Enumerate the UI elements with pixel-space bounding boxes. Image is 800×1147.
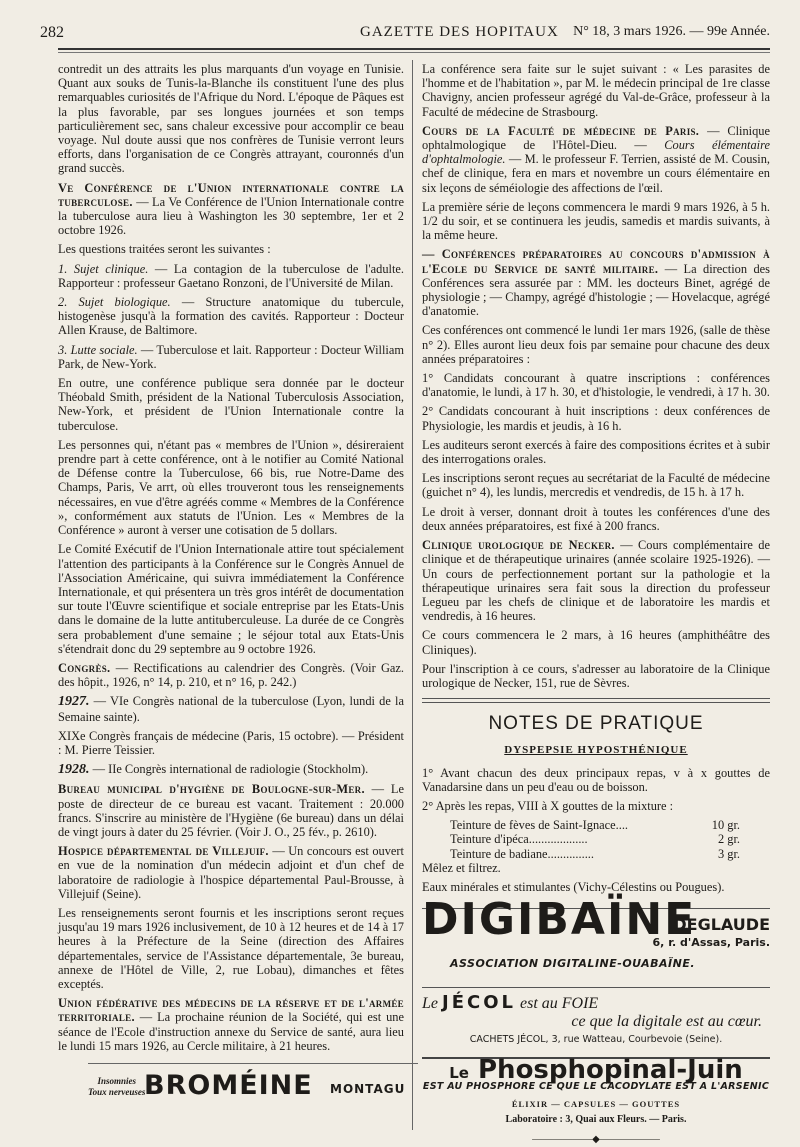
recipe-list [450,818,770,861]
header-rule [58,48,770,50]
question-1 [58,262,404,290]
digibaine-tagline: ASSOCIATION DIGITALINE-OUABAÏNE. [450,957,696,971]
jecol-advertisement [422,987,770,1049]
villejuif-item [58,844,404,901]
question-1-text: — La contagion de la tuberculose de l'adulte. Rapporteur : professeur Gaetano Ronzoni, de l'Université de Milan. [58,261,405,290]
public-conference-paragraph: En outre, une conférence publique sera donnée par le docteur Théobald Smith, président de la National Tuberculosis Association, New-York, et président de l'Union Internationale contre la tuberculose. [58,376,404,433]
jecol-address: CACHETS JÉCOL, 3, rue Watteau, Courbevoie (Seine). [469,1034,723,1046]
recipe-quantity: 3 gr. [717,846,740,861]
digibaine-address: 6, r. d'Assas, Paris. [652,936,770,950]
recipe-quantity: 10 gr. [711,818,740,833]
cours-text: — M. le professeur F. Terrien, assisté de M. Cousin, chef de clinique, fera en mars et novembre un cours élémentaire en six leçons de séméiologie des affections de l'œil. [422,152,770,195]
tb-heading: Ve Conférence de l'Union internationale contre la tuberculose. [58,180,404,209]
phosphopinal-advertisement [422,1057,770,1147]
recipe-row [450,832,740,846]
phosphopinal-forms: ÉLIXIR — CAPSULES — GOUTTES [511,1098,681,1109]
recipe-row [450,818,740,832]
bromeine-advertisement [88,1063,418,1104]
conferences-heading: — Conférences préparatoires au concours d'admission à l'Ecole du Service de santé militaire. [422,247,770,276]
conferences-eight: 2° Candidats concourant à huit inscriptions : deux conférences de Physiologie, les mardis et jeudis, à 16 h. [422,404,770,433]
union-conference-topic: La conférence sera faite sur le sujet suivant : « Les parasites de l'homme et de l'habitation », par M. le médecin principal de 1re classe Chavigny, ancien professeur agrégé du Val-de-Grâce, professeur à la Faculté de médecine de Strasbourg. [422,62,770,119]
ornament-divider: ——————◆—————— [532,1133,660,1145]
conferences-item [422,247,770,318]
dyspepsie-step-1: 1° Avant chacun des deux principaux repas, v à x gouttes de Vanadarsine dans un peu d'eau ou de boisson. [422,765,770,794]
union-heading: Union fédérative des médecins de la réserve et de l'armée territoriale. [58,996,404,1025]
tunisie-paragraph: contredit un des attraits les plus marquants d'un voyage en Tunisie. Quant aux souks de Tunis-la-Blanche ils constituent l'une des plus remarquables curiosités de l'Afrique du Nord. L'époque de Pâques est la plus favorable, par ses longues journées et son temps particulièrement sec, sans chaleur excessive pour accomplir ce beau voyage. Nul doute aussi que nos confrères de Tunisie verront leurs efforts, dans l'organisation de ce Congrès attrayant, couronnés d'un grand succès. [58,62,404,176]
question-2 [58,295,404,338]
digibaine-advertisement [422,894,770,977]
congres-xix: XIXe Congrès français de médecine (Paris, 15 octobre). — Président : M. Pierre Teissier. [58,728,404,757]
necker-heading: Clinique urologique de Necker. [422,538,615,553]
comite-paragraph: Le Comité Exécutif de l'Union Internationale attire tout spécialement l'attention des participants à la Conférence sur le Congrès Annuel de l'Association Américaine, qui suivra immédiatement la Conférence Internationale, et qui présentera un très gros intérêt de documentation sur toute l'Œuvre scientifique et sociale entreprise par les Etats-Unis dans le domaine de la lutte antituberculeuse. La durée de ce Congrès sera probablement d'une semaine ; le séjour total aux Etats-Unis s'étendrait donc du 29 septembre au 9 octobre 1926. [58,542,404,656]
right-column [422,62,770,1147]
bromeine-brand: BROMÉINE [144,1070,313,1101]
recipe-quantity: 2 gr. [717,832,740,847]
left-column [58,62,404,1058]
dyspepsie-step-2: 2° Après les repas, VIII à X gouttes de la mixture : [422,798,674,813]
persons-paragraph: Les personnes qui, n'étant pas « membres de l'Union », désireraient prendre part à cette conférence, ont à le notifier au Comité National de Défense contre la Tuberculose, 66 bis, rue Notre-Dame des Champs, Paris, Ve arrt, où elles trouveront tous les renseignements nécessaires, en vue d'être agréés comme « Membres de la Conférence », conformément aux statuts de l'Union. Les « Membres de la Conférence » auront à verser une cotisation de 5 dollars. [58,437,404,538]
union-item [58,996,404,1053]
year-1928: 1928. [58,762,90,778]
necker-start: Ce cours commencera le 2 mars, à 16 heures (amphithéâtre des Cliniques). [422,628,770,657]
union-text: — La prochaine réunion de la Société, qui est une séance de l'Ecole d'instruction annexe du Service de santé, aura lieu le lundi 15 mars 1926, au Cercle militaire, à 21 heures. [58,1010,404,1053]
cours-clinic: — Clinique ophtalmologique de l'Hôtel-Dieu. — [422,123,771,153]
question-2-label: 2. Sujet biologique. [58,295,171,310]
bromeine-indication-2: Toux nerveuses [88,1087,146,1097]
conferences-inscriptions: Les inscriptions seront reçues au secrétariat de la Faculté de médecine (guichet n° 4), les lundis, mercredis et vendredis, de 15 h. à 17 h. [422,471,770,500]
digibaine-maker: DEGLAUDE [673,915,770,935]
jecol-brand: JÉCOL [442,992,516,1014]
cours-schedule: La première série de leçons commencera le mardi 9 mars 1926, à 5 h. 1/2 du soir, et se continuera les jeudis, samedis et mardis suivants, à la même heure. [422,199,770,243]
question-3-text: — Tuberculose et lait. Rapporteur : Docteur William Park, de New-York. [58,342,404,371]
recipe-ingredient: Teinture de fèves de Saint-Ignace.... [450,818,629,833]
necker-inscription: Pour l'inscription à ce cours, s'adresser au laboratoire de la Clinique urologique de Necker, 151, rue de Sèvres. [422,661,770,690]
question-3-label: 3. Lutte sociale. [58,342,138,357]
tb-questions: Les questions traitées seront les suivantes : [58,242,271,257]
journal-title: GAZETTE DES HOPITAUX [360,24,559,40]
question-3 [58,343,404,371]
digibaine-brand: DIGIBAÏNE [422,894,697,946]
conferences-droit: Le droit à verser, donnant droit à toutes les conférences d'une des deux années préparatoires, est fixé à 200 francs. [422,504,770,533]
phosphopinal-address: Laboratoire : 3, Quai aux Fleurs. — Paris. [505,1113,687,1125]
congres-text: — Rectifications au calendrier des Congrès. (Voir Gaz. des hôpit., 1926, n° 14, p. 210, et n° 16, p. 242.) [58,660,404,690]
recipe-ingredient: Teinture d'ipéca................... [450,832,588,847]
jecol-slogan-2: ce que la digitale est au cœur. [571,1013,762,1031]
cours-title: Cours élémentaire d'ophtalmologie. [422,138,770,167]
phosphopinal-le: Le [449,1064,469,1083]
phosphopinal-brand-line [422,1055,770,1086]
dyspepsie-title: DYSPEPSIE HYPOSTHÉNIQUE [504,744,688,757]
congres-1927-text: — VIe Congrès national de la tuberculose (Lyon, lundi de la Semaine sainte). [58,694,404,724]
congres-1928 [58,762,404,777]
jecol-le: Le [422,995,438,1013]
villejuif-details: Les renseignements seront fournis et les inscriptions seront reçues jusqu'au 19 mars 1926 inclusivement, de 10 à 12 heures et de 14 à 17 heures à la Préfecture de la Seine (direction des Affaires départementales, service de l'Assistance départementale, 3e bureau, annexe de l'Hôtel de Ville, 2, rue Lobau), dimanches et fêtes exceptés. [58,905,404,991]
page-header [40,22,770,48]
cours-heading: Cours de la Faculté de médecine de Paris. [422,123,700,138]
congres-heading: Congrès. [58,660,111,675]
jecol-slogan-1: est au FOIE [519,995,599,1013]
jecol-line-1 [422,994,770,1013]
boulogne-heading: Bureau municipal d'hygiène de Boulogne-sur-Mer. [58,782,365,797]
congres-1928-text: — IIe Congrès international de radiologie (Stockholm). [89,762,369,777]
question-1-label: 1. Sujet clinique. [58,261,149,276]
header-rule-thin [58,52,770,53]
recipe-ingredient: Teinture de badiane............... [450,846,594,861]
section-rule [422,698,770,703]
necker-text: — Cours complémentaire de clinique et de thérapeutique urinaires (année scolaire 1925-1926). — Un cours de perfectionnement portant sur la pathologie et la thérapeutique urinaires sera fait sous la direction du professeur Legueu par les chefs de clinique et de laboratoire les mardis et vendredis, à 16 heures. [422,538,770,624]
cours-faculte-item [422,124,770,195]
recipe-row [450,847,740,861]
conferences-four: 1° Candidats concourant à quatre inscriptions : conférences d'anatomie, le lundi, à 17 h. 30, et d'histologie, le vendredi, à 17 h. 30. [422,371,770,400]
phosphopinal-tagline: EST AU PHOSPHORE CE QUE LE CACODYLATE EST A L'ARSENIC [422,1081,770,1093]
issue-info: N° 18, 3 mars 1926. — 99e Année. [573,24,770,39]
congres-item [58,661,404,689]
congres-1927 [58,694,404,723]
boulogne-item [58,782,404,839]
boulogne-text: — Le poste de directeur de ce bureau est vacant. Traitement : 20.000 francs. S'inscrire au ministère de l'Hygiène (6e bureau) dans un délai de vingt jours à dater du 25 février. (Voir J. O., 25 fév., p. 2610). [58,782,404,839]
villejuif-text: — Un concours est ouvert en vue de la nomination d'un médecin adjoint et d'un chef de laboratoire de radiologie à l'hospice départemental Paul-Brousse, à Villejuif (Seine). [58,844,404,901]
year-1927: 1927. [58,694,90,710]
eaux-minerales: Eaux minérales et stimulantes (Vichy-Célestins ou Pougues). [422,879,725,894]
phosphopinal-brand: Phosphopinal-Juin [478,1055,743,1086]
conferences-auditeurs: Les auditeurs seront exercés à faire des compositions écrites et à subir des interrogations orales. [422,437,770,467]
tb-text: — La Ve Conférence de l'Union Internationale contre la tuberculose aura lieu à Washington les 30 septembre, 1er et 2 octobre 1926. [58,194,404,238]
recipe-instruction: Mêlez et filtrez. [422,860,501,875]
bromeine-maker: MONTAGU [330,1082,406,1096]
necker-item [422,538,770,623]
bromeine-indication-1: Insomnies [97,1076,136,1086]
conferences-text: — La direction des Conférences sera assurée par : MM. les docteurs Binet, agrégé de physiologie ; — Champy, agrégé d'histologie ; — Hovelacque, agrégé d'anatomie. [422,261,770,319]
bromeine-indications [88,1076,145,1098]
digibaine-maker-block [653,917,770,951]
question-2-text: — Structure anatomique du tubercule, histogenèse jusqu'à la formation des cavités. Rapporteur : Docteur Allen Krause, de Baltimore. [58,295,404,338]
section-title: NOTES DE PRATIQUE [488,713,704,735]
villejuif-heading: Hospice départemental de Villejuif. [58,844,269,859]
column-divider [412,60,413,1130]
tb-conference-item [58,181,404,238]
conferences-dates: Ces conférences ont commencé le lundi 1er mars 1926, (salle de thèse n° 2). Elles auront lieu deux fois par semaine pour chacune des deux années préparatoires : [422,323,770,366]
page-number: 282 [40,24,64,41]
